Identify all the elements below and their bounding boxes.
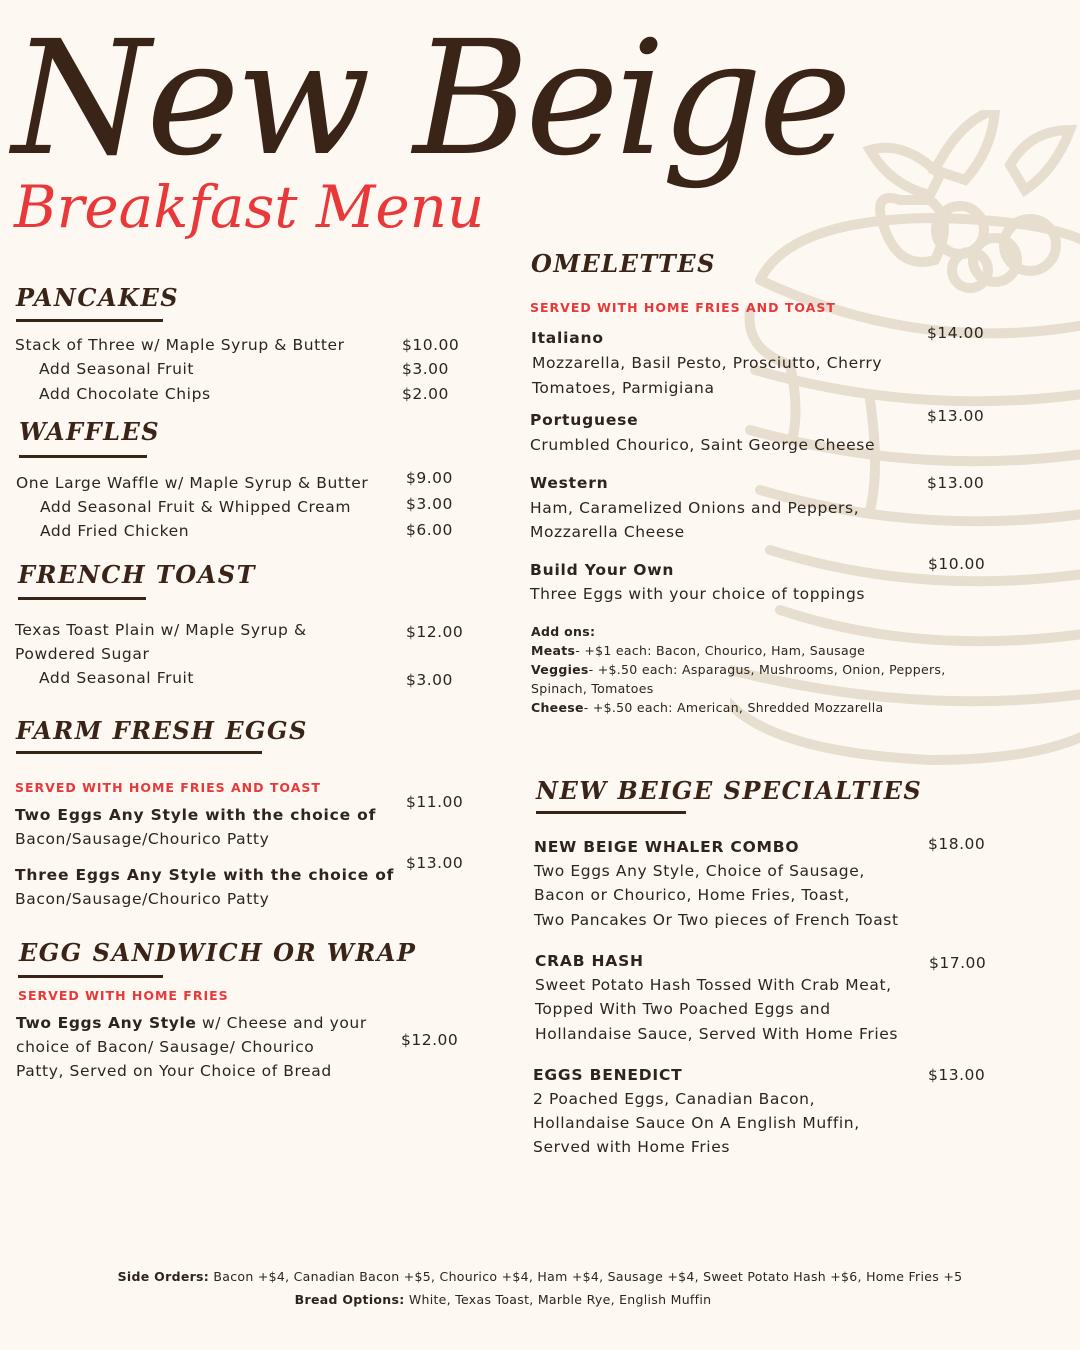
menu-item-desc: Two Eggs Any Style, Choice of Sausage,	[534, 862, 865, 880]
menu-item-price: $13.00	[927, 474, 985, 492]
section-title-omelettes: OMELETTES	[531, 249, 716, 278]
side-orders: Side Orders: Bacon +$4, Canadian Bacon +$5, Chourico +$4, Ham +$4, Sausage +$4, Sweet Potato Hash +$6, Home Fries +5	[117, 1269, 963, 1284]
addons-label: Add ons:	[531, 624, 596, 639]
menu-item-name: Stack of Three w/ Maple Syrup & Butter	[15, 336, 345, 354]
section-divider	[19, 455, 147, 458]
menu-subtitle: Breakfast Menu	[14, 173, 485, 241]
menu-item-name: Texas Toast Plain w/ Maple Syrup &	[15, 621, 307, 639]
menu-item-price: $10.00	[928, 555, 986, 573]
menu-item-price: $2.00	[402, 385, 449, 403]
menu-item-desc: Crumbled Chourico, Saint George Cheese	[530, 436, 876, 454]
restaurant-name: New Beige	[12, 7, 849, 191]
menu-item-name: CRAB HASH	[535, 952, 644, 970]
menu-item-desc: Bacon/Sausage/Chourico Patty	[15, 890, 270, 908]
menu-item-name	[16, 1014, 367, 1032]
menu-item-name: Build Your Own	[530, 561, 675, 579]
menu-item-price: $12.00	[406, 623, 464, 641]
addons-cheese: Cheese- +$.50 each: American, Shredded Mozzarella	[531, 700, 884, 715]
section-title-pancakes: PANCAKES	[16, 283, 180, 312]
menu-item-desc: Bacon/Sausage/Chourico Patty	[15, 830, 270, 848]
menu-item-name: Add Seasonal Fruit	[39, 669, 195, 687]
menu-item-price: $13.00	[406, 854, 464, 872]
menu-item-name-rest: w/ Cheese and your	[196, 1014, 367, 1032]
menu-item-price: $3.00	[406, 495, 453, 513]
menu-item-name: Add Chocolate Chips	[39, 385, 211, 403]
menu-item-desc: Ham, Caramelized Onions and Peppers,	[530, 499, 860, 517]
section-note: SERVED WITH HOME FRIES AND TOAST	[15, 780, 321, 795]
menu-item-name: Italiano	[531, 329, 604, 347]
section-title-waffles: WAFFLES	[19, 417, 161, 446]
menu-item-desc: Three Eggs with your choice of toppings	[530, 585, 866, 603]
section-title-farm-fresh-eggs: FARM FRESH EGGS	[16, 716, 308, 745]
menu-item-price: $17.00	[929, 954, 987, 972]
menu-item-name-bold: Two Eggs Any Style	[16, 1014, 197, 1032]
addons-meats: Meats- +$1 each: Bacon, Chourico, Ham, Sausage	[531, 643, 866, 658]
section-note: SERVED WITH HOME FRIES AND TOAST	[530, 300, 836, 315]
addons-veggies-continued: Spinach, Tomatoes	[531, 681, 654, 696]
addons-veggies: Veggies- +$.50 each: Asparagus, Mushrooms, Onion, Peppers,	[531, 662, 946, 677]
menu-item-price: $3.00	[406, 671, 453, 689]
menu-item-name: EGGS BENEDICT	[533, 1066, 683, 1084]
menu-item-price: $9.00	[406, 469, 453, 487]
menu-item-price: $14.00	[927, 324, 985, 342]
section-divider	[16, 751, 262, 754]
section-title-egg-sandwich: EGG SANDWICH OR WRAP	[19, 938, 417, 967]
menu-item-name-continued: Powdered Sugar	[15, 645, 150, 663]
bread-options: Bread Options: White, Texas Toast, Marble Rye, English Muffin	[294, 1292, 712, 1307]
section-note: SERVED WITH HOME FRIES	[18, 988, 229, 1003]
menu-item-name: One Large Waffle w/ Maple Syrup & Butter	[16, 474, 369, 492]
menu-item-price: $6.00	[406, 521, 453, 539]
menu-item-desc: 2 Poached Eggs, Canadian Bacon,	[533, 1090, 816, 1108]
menu-item-name: Portuguese	[530, 411, 639, 429]
menu-item-desc: Topped With Two Poached Eggs and	[535, 1000, 831, 1018]
menu-item-price: $11.00	[406, 793, 464, 811]
menu-item-price: $10.00	[402, 336, 460, 354]
menu-item-name: Two Eggs Any Style with the choice of	[15, 806, 377, 824]
menu-item-desc: Mozzarella, Basil Pesto, Prosciutto, Cherry	[532, 354, 883, 372]
menu-item-name: NEW BEIGE WHALER COMBO	[534, 838, 800, 856]
menu-item-price: $18.00	[928, 835, 986, 853]
menu-item-price: $13.00	[927, 407, 985, 425]
menu-item-price: $12.00	[401, 1031, 459, 1049]
menu-item-desc: Tomatoes, Parmigiana	[532, 379, 715, 397]
menu-item-price: $3.00	[402, 360, 449, 378]
section-title-french-toast: FRENCH TOAST	[18, 560, 256, 589]
menu-item-desc: Hollandaise Sauce, Served With Home Fries	[535, 1025, 899, 1043]
section-divider	[18, 597, 146, 600]
menu-item-desc: Hollandaise Sauce On A English Muffin,	[533, 1114, 860, 1132]
menu-item-desc: Sweet Potato Hash Tossed With Crab Meat,	[535, 976, 892, 994]
section-title-specialties: NEW BEIGE SPECIALTIES	[536, 776, 923, 805]
menu-item-desc: Mozzarella Cheese	[530, 523, 685, 541]
menu-item-desc: Served with Home Fries	[533, 1138, 731, 1156]
menu-item-name: Add Fried Chicken	[40, 522, 190, 540]
section-divider	[536, 811, 686, 814]
menu-item-desc: choice of Bacon/ Sausage/ Chourico	[16, 1038, 315, 1056]
menu-item-desc: Bacon or Chourico, Home Fries, Toast,	[534, 886, 850, 904]
section-divider	[16, 319, 163, 322]
menu-item-desc: Two Pancakes Or Two pieces of French Toast	[534, 911, 899, 929]
menu-item-price: $13.00	[928, 1066, 986, 1084]
menu-item-name: Western	[530, 474, 609, 492]
menu-item-name: Add Seasonal Fruit	[39, 360, 195, 378]
menu-item-name: Add Seasonal Fruit & Whipped Cream	[40, 498, 352, 516]
menu-item-desc: Patty, Served on Your Choice of Bread	[16, 1062, 332, 1080]
section-divider	[18, 975, 163, 978]
menu-item-name: Three Eggs Any Style with the choice of	[15, 866, 395, 884]
